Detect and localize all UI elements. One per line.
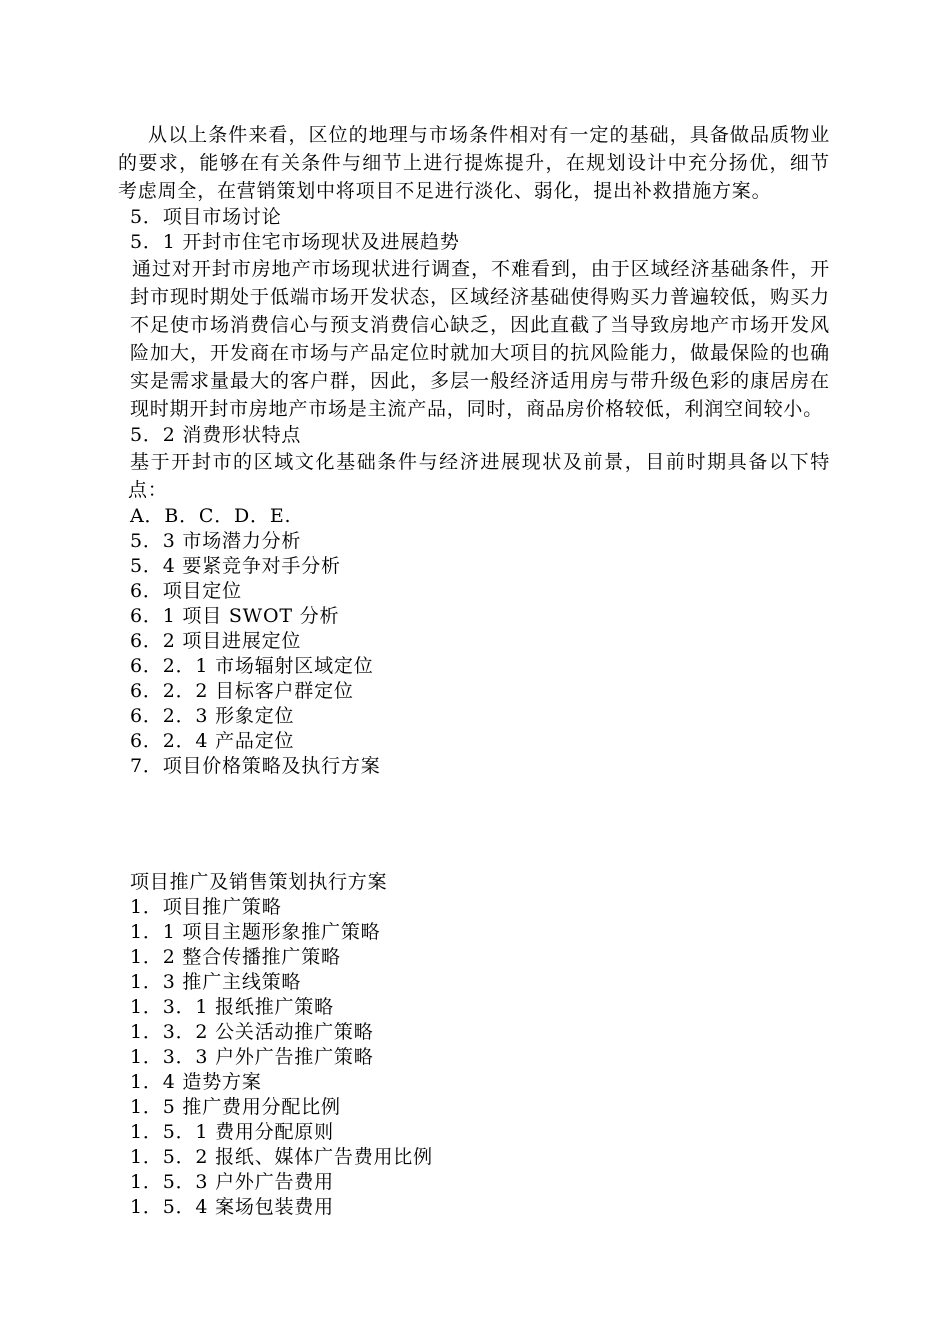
outline-item: 5．3 市场潜力分析 xyxy=(130,530,302,552)
outline-item: 6．1 项目 SWOT 分析 xyxy=(130,605,340,627)
outline-item: 6．项目定位 xyxy=(130,580,242,602)
outline-item: 6．2．3 形象定位 xyxy=(130,705,295,727)
outline-item: 5．4 要紧竞争对手分析 xyxy=(130,555,341,577)
intro-paragraph: 从以上条件来看，区位的地理与市场条件相对有一定的基础，具备做品质物业的要求，能够在有关条件与细节上进行提炼提升，在规划设计中充分扬优，细节考虑周全，在营销策划中将项目不足进行淡化、弱化，提出补救措施方案。 xyxy=(118,124,830,202)
heading-5-1: 5．1 开封市住宅市场现状及进展趋势 xyxy=(130,231,460,253)
outline-item: 6．2．4 产品定位 xyxy=(130,730,295,752)
paragraph-5-2: 基于开封市的区域文化基础条件与经济进展现状及前景，目前时期具备以下特点： xyxy=(128,451,830,501)
section-2 xyxy=(118,870,830,1220)
outline-item: 1．3 推广主线策略 xyxy=(130,971,302,993)
outline-item: 1．2 整合传播推广策略 xyxy=(130,946,341,968)
outline-item: 6．2．1 市场辐射区域定位 xyxy=(130,655,374,677)
outline-item: 7．项目价格策略及执行方案 xyxy=(130,755,381,777)
outline-item: 1．4 造势方案 xyxy=(130,1071,262,1093)
outline-item: 1．1 项目主题形象推广策略 xyxy=(130,921,381,943)
outline-item: 1．3．1 报纸推广策略 xyxy=(130,996,334,1018)
outline-item: 1．5．4 案场包装费用 xyxy=(130,1196,334,1218)
outline-item: 6．2．2 目标客户群定位 xyxy=(130,680,354,702)
section-2-title: 项目推广及销售策划执行方案 xyxy=(130,871,388,893)
outline-item: 1．5．3 户外广告费用 xyxy=(130,1171,334,1193)
outline-item: 6．2 项目进展定位 xyxy=(130,630,302,652)
paragraph-5-1: 通过对开封市房地产市场现状进行调查，不难看到，由于区域经济基础条件，开封市现时期处于低端市场开发状态，区域经济基础使得购买力普遍较低，购买力不足使市场消费信心与预支消费信心缺乏，因此直截了当导致房地产市场开发风险加大，开发商在市场与产品定位时就加大项目的抗风险能力，做最保险的也确实是需求量最大的客户群，因此，多层一般经济适用房与带升级色彩的康居房在现时期开封市房地产市场是主流产品，同时，商品房价格较低，利润空间较小。 xyxy=(130,258,830,420)
heading-5: 5．项目市场讨论 xyxy=(130,206,282,228)
list-abcde: A．B．C．D．E. xyxy=(130,505,292,527)
outline-item: 1．项目推广策略 xyxy=(130,896,282,918)
outline-item: 1．3．2 公关活动推广策略 xyxy=(130,1021,374,1043)
outline-item: 1．5 推广费用分配比例 xyxy=(130,1096,341,1118)
section-1 xyxy=(118,121,830,779)
heading-5-2: 5．2 消费形状特点 xyxy=(130,424,302,446)
outline-item: 1．5．1 费用分配原则 xyxy=(130,1121,334,1143)
outline-item: 1．5．2 报纸、媒体广告费用比例 xyxy=(130,1146,433,1168)
outline-item: 1．3．3 户外广告推广策略 xyxy=(130,1046,374,1068)
